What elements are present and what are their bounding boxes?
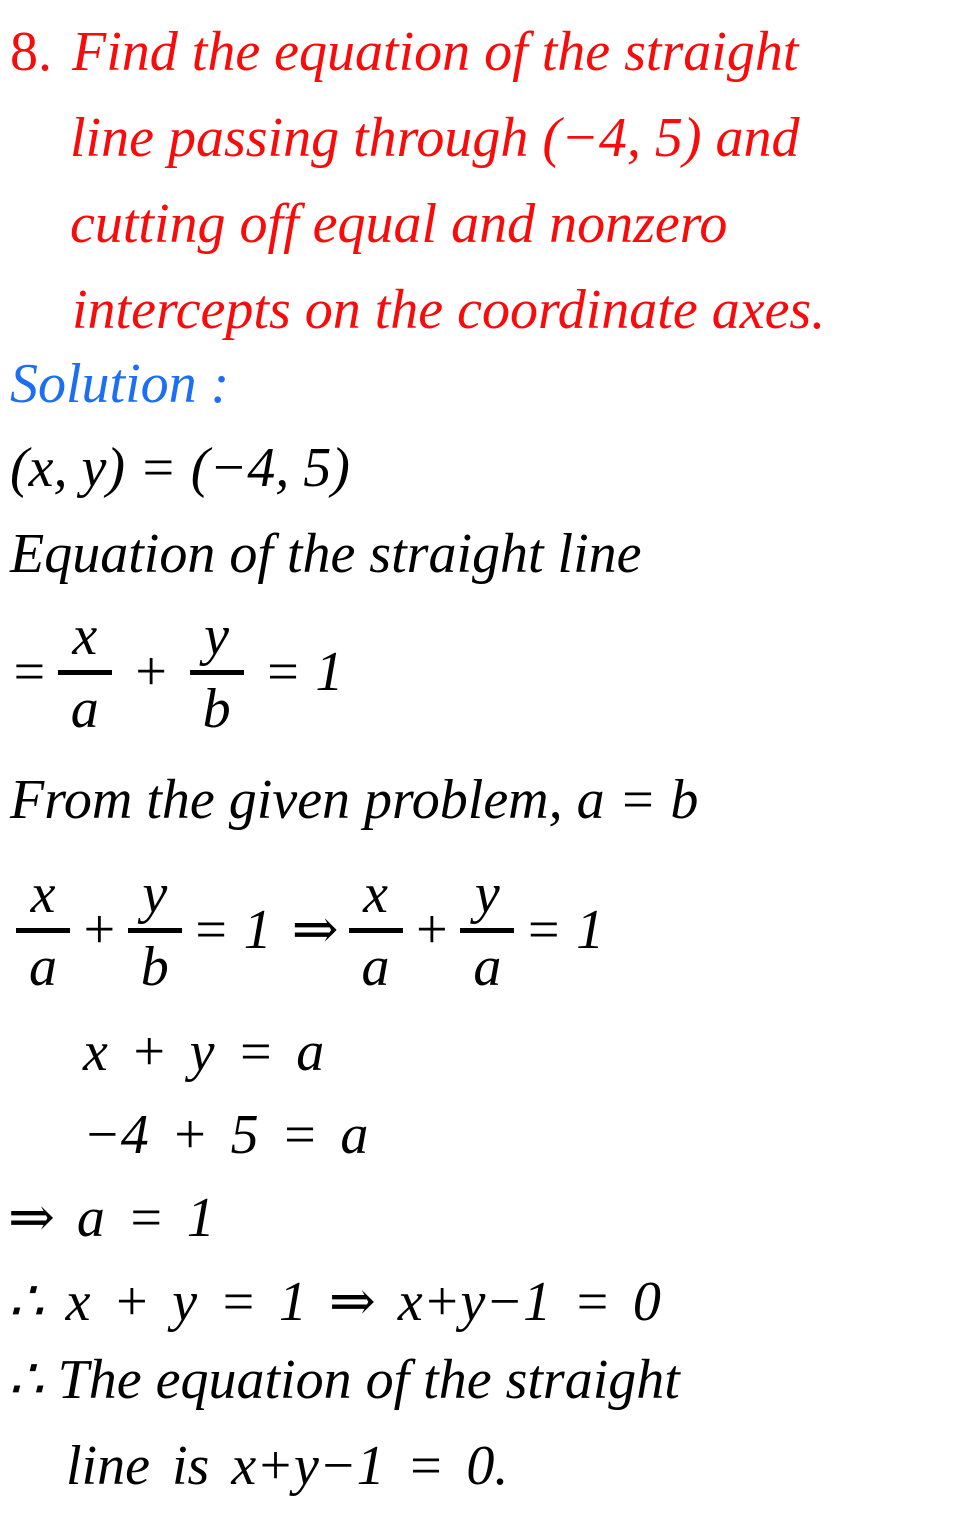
fraction-y-over-b	[128, 863, 182, 998]
equals-sign: =	[10, 641, 48, 704]
given-condition-line: From the given problem, a = b	[10, 769, 699, 831]
equals-one: = 1	[524, 899, 605, 962]
fraction-denominator: a	[16, 928, 70, 995]
substitution-equation	[16, 863, 614, 998]
conclusion-line-1: ∴ The equation of the straight	[8, 1349, 680, 1411]
plus-sign: +	[131, 641, 170, 704]
fraction-numerator: y	[204, 605, 230, 667]
problem-line-1	[10, 20, 798, 84]
fraction-denominator: a	[349, 928, 403, 995]
equals-one: = 1	[191, 899, 272, 962]
fraction-y-over-b	[190, 605, 244, 740]
problem-line-2	[70, 106, 799, 170]
implies-arrow: ⇒	[291, 899, 339, 962]
fraction-x-over-a	[16, 863, 70, 998]
fraction-denominator: a	[58, 670, 112, 737]
fraction-denominator: a	[460, 928, 514, 995]
plus-sign: +	[80, 899, 118, 962]
equation-intro-line: Equation of the straight line	[10, 523, 642, 585]
fraction-numerator: x	[72, 605, 98, 667]
fraction-numerator: x	[30, 863, 56, 925]
conclusion-line-2: line is x+y−1 = 0.	[66, 1435, 509, 1497]
fraction-numerator: y	[142, 863, 168, 925]
plus-sign: +	[412, 899, 451, 962]
fraction-x-over-a	[349, 863, 403, 998]
problem-line-3	[70, 192, 727, 256]
problem-line-4	[72, 278, 825, 342]
step-xy-equals-a: x + y = a	[83, 1021, 325, 1083]
step-substitute-values: −4 + 5 = a	[83, 1104, 369, 1166]
step-a-value: ⇒ a = 1	[8, 1187, 215, 1249]
problem-text-2: line passing through (−4, 5) and	[70, 107, 800, 169]
fraction-x-over-a	[58, 605, 112, 740]
fraction-numerator: y	[474, 863, 500, 925]
result-equation-line: ∴ x + y = 1 ⇒ x+y−1 = 0	[8, 1271, 661, 1333]
problem-number: 8.	[10, 21, 52, 83]
intercept-form-equation	[10, 605, 353, 740]
fraction-denominator: b	[128, 928, 182, 995]
solution-heading: Solution :	[10, 353, 230, 415]
equals-one: = 1	[263, 641, 344, 704]
problem-text-4: intercepts on the coordinate axes.	[72, 279, 826, 341]
fraction-denominator: b	[190, 670, 244, 737]
problem-text-3: cutting off equal and nonzero	[70, 193, 728, 255]
fraction-y-over-a	[460, 863, 514, 998]
point-line: (x, y) = (−4, 5)	[10, 437, 350, 499]
fraction-numerator: x	[363, 863, 388, 925]
problem-text-1: Find the equation of the straight	[72, 21, 799, 83]
